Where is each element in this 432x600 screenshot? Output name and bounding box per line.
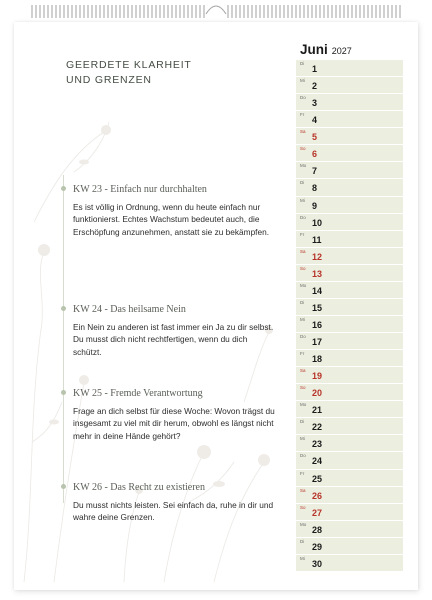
day-row bbox=[296, 350, 403, 367]
day-number: 8 bbox=[312, 183, 318, 194]
day-number: 6 bbox=[312, 149, 318, 160]
day-number: 20 bbox=[312, 388, 323, 399]
day-row bbox=[296, 248, 403, 265]
timeline-line bbox=[63, 175, 64, 503]
day-number: 28 bbox=[312, 524, 323, 535]
day-abbr: Do bbox=[300, 334, 306, 339]
week-heading: KW 24 - Das heilsame Nein bbox=[73, 304, 186, 315]
day-number: 12 bbox=[312, 251, 323, 262]
day-number: 29 bbox=[312, 541, 323, 552]
day-abbr: So bbox=[300, 504, 306, 510]
day-number: 15 bbox=[312, 302, 323, 313]
day-number: 3 bbox=[312, 98, 318, 109]
day-row bbox=[296, 435, 403, 452]
day-number: 14 bbox=[312, 285, 323, 296]
day-abbr: Mi bbox=[300, 316, 305, 322]
day-abbr: Mi bbox=[300, 436, 305, 442]
day-row bbox=[296, 418, 403, 435]
day-abbr: Do bbox=[300, 214, 306, 220]
day-number: 25 bbox=[312, 473, 323, 484]
week-text: Ein Nein zu anderen ist fast immer ein Ja zu dir selbst. Du musst dich nicht rechtfertigen, wenn du dich schützt. bbox=[73, 322, 274, 357]
day-abbr: Do bbox=[300, 453, 306, 459]
day-row bbox=[296, 145, 403, 162]
day-number: 4 bbox=[312, 115, 318, 126]
day-abbr: So bbox=[300, 265, 306, 271]
day-row bbox=[296, 111, 403, 128]
day-number: 26 bbox=[312, 490, 323, 501]
day-abbr: Mi bbox=[300, 197, 305, 203]
day-abbr: Mo bbox=[300, 521, 307, 527]
day-row bbox=[296, 384, 403, 401]
week-block-kw23 bbox=[73, 184, 278, 238]
week-heading: KW 23 - Einfach nur durchhalten bbox=[73, 184, 207, 195]
day-number: 17 bbox=[312, 337, 323, 347]
day-row bbox=[296, 538, 403, 555]
day-number: 21 bbox=[312, 405, 323, 416]
day-row bbox=[296, 60, 403, 77]
day-number: 23 bbox=[312, 439, 323, 450]
day-row bbox=[296, 504, 403, 521]
day-abbr: Do bbox=[300, 95, 306, 101]
day-abbr: Mi bbox=[300, 555, 305, 561]
day-row bbox=[296, 162, 403, 179]
day-abbr: Di bbox=[300, 61, 305, 66]
day-row bbox=[296, 299, 403, 316]
day-number: 11 bbox=[312, 234, 322, 245]
day-row bbox=[296, 265, 403, 282]
day-abbr: So bbox=[300, 146, 306, 152]
week-block-kw25 bbox=[73, 388, 278, 442]
timeline-dot bbox=[61, 186, 66, 191]
day-number: 16 bbox=[312, 319, 323, 330]
day-row bbox=[296, 401, 403, 418]
day-abbr: Sa bbox=[300, 487, 306, 493]
timeline-dot bbox=[61, 306, 66, 311]
day-abbr: Di bbox=[300, 419, 305, 425]
day-abbr: Di bbox=[300, 538, 305, 544]
week-heading: KW 25 - Fremde Verantwortung bbox=[73, 388, 203, 399]
day-row bbox=[296, 128, 403, 145]
day-row bbox=[296, 231, 403, 248]
day-abbr: Mo bbox=[300, 402, 307, 408]
day-row bbox=[296, 521, 403, 538]
day-row bbox=[296, 282, 403, 299]
week-text: Frage an dich selbst für diese Woche: Wovon trägst du insgesamt zu viel mit dir herum, obwohl es längst nicht mehr in deine Hände gehört? bbox=[73, 406, 275, 441]
week-block-kw26 bbox=[73, 482, 278, 524]
day-abbr: Sa bbox=[300, 368, 306, 374]
day-row bbox=[296, 487, 403, 504]
month-name: Juni bbox=[300, 42, 328, 57]
day-abbr: Sa bbox=[300, 129, 306, 135]
week-text: Es ist völlig in Ordnung, wenn du heute einfach nur funktionierst. Echtes Wachstum bedeutet auch, die Erschöpfung anzunehmen, anstatt sie zu bekämpfen. bbox=[73, 202, 270, 237]
day-abbr: Mo bbox=[300, 282, 307, 288]
week-heading: KW 26 - Das Recht zu existieren bbox=[73, 482, 205, 493]
day-abbr: Fr bbox=[300, 112, 305, 118]
wire-binding bbox=[0, 0, 432, 22]
day-number: 13 bbox=[312, 268, 323, 279]
day-row bbox=[296, 367, 403, 384]
day-row bbox=[296, 77, 403, 94]
timeline-dot bbox=[61, 390, 66, 395]
day-abbr: So bbox=[300, 385, 306, 391]
day-abbr: Fr bbox=[300, 351, 305, 357]
day-row bbox=[296, 470, 403, 487]
page-title-line-1: GEERDETE KLARHEIT bbox=[66, 59, 192, 71]
day-number: 19 bbox=[312, 371, 323, 382]
day-row bbox=[296, 452, 403, 469]
week-text: Du musst nichts leisten. Sei einfach da, ruhe in dir und wahre deine Grenzen. bbox=[73, 500, 274, 523]
day-row bbox=[296, 333, 403, 350]
day-number: 1 bbox=[312, 64, 318, 74]
day-row bbox=[296, 214, 403, 231]
day-number: 2 bbox=[312, 81, 318, 92]
day-number: 7 bbox=[312, 166, 318, 177]
day-list bbox=[296, 60, 403, 572]
day-number: 30 bbox=[312, 558, 323, 569]
calendar-page bbox=[14, 22, 418, 590]
day-number: 18 bbox=[312, 354, 323, 365]
day-number: 9 bbox=[312, 200, 318, 211]
day-abbr: Di bbox=[300, 299, 305, 305]
day-number: 27 bbox=[312, 507, 323, 518]
day-abbr: Fr bbox=[300, 231, 305, 237]
day-abbr: Sa bbox=[300, 248, 306, 254]
week-block-kw24 bbox=[73, 304, 278, 358]
day-abbr: Fr bbox=[300, 470, 305, 476]
page-title bbox=[66, 58, 192, 88]
day-row bbox=[296, 179, 403, 196]
page-title-line-2: UND GRENZEN bbox=[66, 74, 152, 86]
day-row bbox=[296, 94, 403, 111]
day-number: 10 bbox=[312, 217, 323, 228]
day-abbr: Mi bbox=[300, 78, 305, 84]
day-number: 24 bbox=[312, 456, 323, 467]
day-row bbox=[296, 555, 403, 572]
day-abbr: Mo bbox=[300, 163, 307, 169]
day-row bbox=[296, 316, 403, 333]
month-year: 2027 bbox=[331, 46, 352, 56]
timeline-dot bbox=[61, 484, 66, 489]
day-number: 22 bbox=[312, 422, 323, 433]
month-label bbox=[300, 39, 352, 58]
day-row bbox=[296, 197, 403, 214]
day-number: 5 bbox=[312, 132, 318, 143]
day-abbr: Di bbox=[300, 180, 305, 186]
